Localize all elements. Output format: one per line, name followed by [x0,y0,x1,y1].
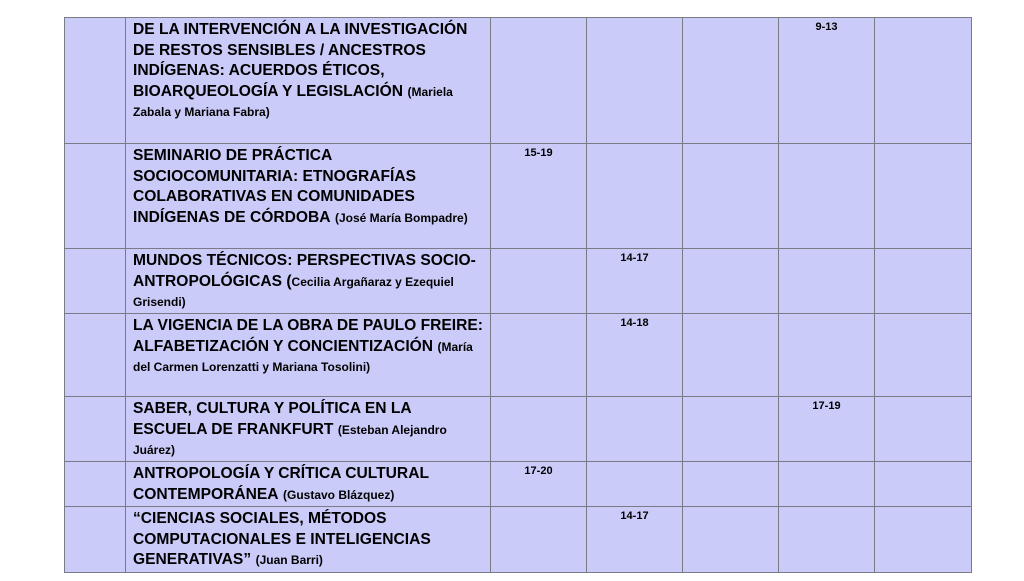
course-cell [126,507,491,573]
day-cell [779,144,875,249]
course-cell [126,462,491,507]
day-cell [683,507,779,573]
day-cell [875,314,972,397]
course-title: ANTROPOLOGÍA Y CRÍTICA CULTURAL CONTEMPORÁNEA [133,465,429,503]
day-cell [779,507,875,573]
schedule-body [65,18,972,573]
day-cell [875,507,972,573]
day-cell [683,144,779,249]
table-row [65,144,972,249]
day-cell [587,249,683,314]
course-title: SEMINARIO DE PRÁCTICA SOCIOCOMUNITARIA: ETNOGRAFÍAS COLABORATIVAS EN COMUNIDADES INDÍGENAS DE CÓRDOBA [133,147,416,226]
day-cell [587,507,683,573]
table-row [65,507,972,573]
day-cell [683,249,779,314]
table-row [65,249,972,314]
schedule-table [64,17,972,573]
day-cell [875,397,972,462]
course-authors: Cecilia Argañaraz y Ezequiel Grisendi) [133,274,454,309]
day-cell [875,249,972,314]
course-cell [126,397,491,462]
day-cell [683,397,779,462]
course-title: LA VIGENCIA DE LA OBRA DE PAULO FREIRE: ALFABETIZACIÓN Y CONCIENTIZACIÓN [133,317,483,355]
day-cell [491,462,587,507]
row-label-cell [65,18,126,144]
day-cell [875,462,972,507]
course-authors: (José María Bompadre) [335,210,468,225]
time-slot: 15-19 [524,147,553,159]
table-row [65,314,972,397]
table-row [65,462,972,507]
course-title: DE LA INTERVENCIÓN A LA INVESTIGACIÓN DE RESTOS SENSIBLES / ANCESTROS INDÍGENAS: ACUERDOS ÉTICOS, BIOARQUEOLOGÍA Y LEGISLACIÓN [133,21,468,100]
day-cell [587,462,683,507]
day-cell [491,397,587,462]
day-cell [491,144,587,249]
time-slot: 9-13 [815,21,838,33]
time-slot: 14-18 [620,317,649,329]
day-cell [779,249,875,314]
course-title: “CIENCIAS SOCIALES, MÉTODOS COMPUTACIONALES E INTELIGENCIAS GENERATIVAS” [133,510,431,568]
day-cell [491,507,587,573]
day-cell [491,314,587,397]
course-cell [126,249,491,314]
course-authors: (Esteban Alejandro Juárez) [133,422,447,457]
day-cell [587,144,683,249]
time-slot: 17-20 [524,465,553,477]
day-cell [779,462,875,507]
time-slot: 14-17 [620,510,649,522]
course-authors: (Juan Barri) [255,553,323,567]
day-cell [779,397,875,462]
course-title: SABER, CULTURA Y POLÍTICA EN LA ESCUELA DE FRANKFURT [133,400,412,438]
course-cell [126,144,491,249]
table-row [65,18,972,144]
day-cell [491,18,587,144]
row-label-cell [65,462,126,507]
row-label-cell [65,314,126,397]
course-title: MUNDOS TÉCNICOS: PERSPECTIVAS SOCIO-ANTROPOLÓGICAS ( [133,252,476,290]
day-cell [683,462,779,507]
day-cell [587,18,683,144]
row-label-cell [65,249,126,314]
day-cell [779,314,875,397]
course-authors: (Mariela Zabala y Mariana Fabra) [133,84,453,119]
day-cell [491,249,587,314]
row-label-cell [65,507,126,573]
day-cell [779,18,875,144]
day-cell [587,314,683,397]
course-authors: (María del Carmen Lorenzatti y Mariana Tosolini) [133,339,473,374]
table-row [65,397,972,462]
day-cell [875,18,972,144]
day-cell [683,18,779,144]
course-cell [126,18,491,144]
time-slot: 14-17 [620,252,649,264]
course-cell [126,314,491,397]
time-slot: 17-19 [812,400,841,412]
row-label-cell [65,144,126,249]
day-cell [683,314,779,397]
row-label-cell [65,397,126,462]
day-cell [587,397,683,462]
day-cell [875,144,972,249]
course-authors: (Gustavo Blázquez) [283,487,395,502]
